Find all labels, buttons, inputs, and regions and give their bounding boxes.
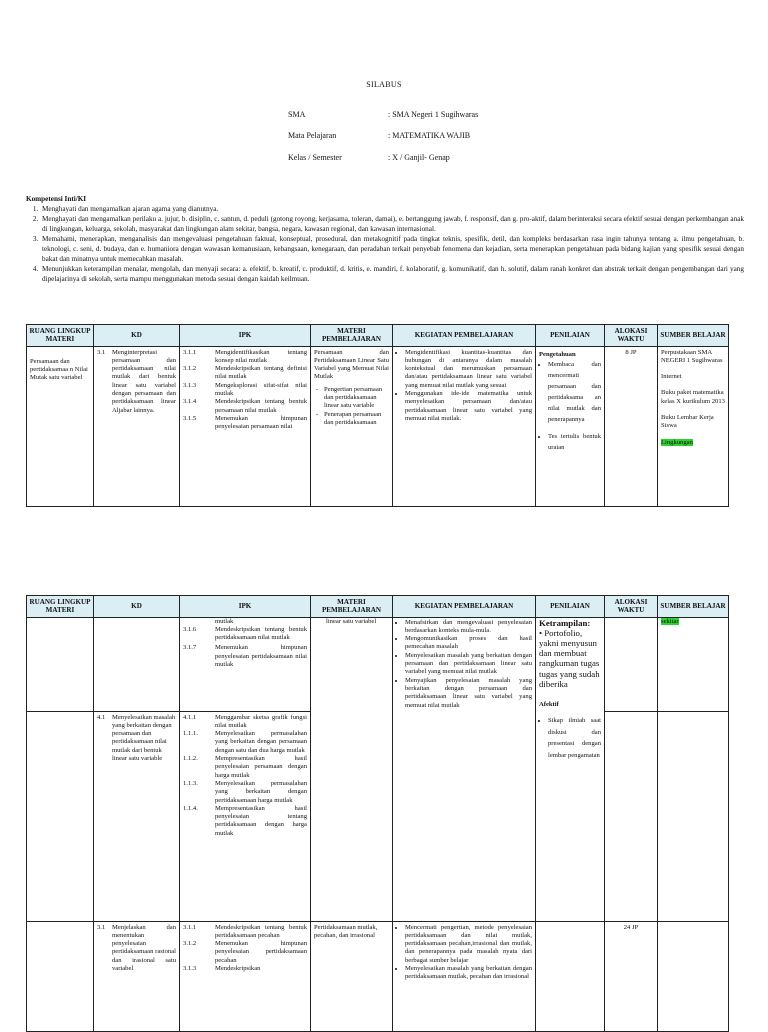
kegiatan-item: • Menyajikan penyelesaian masalah yang berkaitan dengan persamaan dan pertidaksamaan linear satu variabel yang memuat nilai mutlak <box>405 677 532 710</box>
cell-kd <box>94 346 180 506</box>
table-header-row <box>27 325 729 347</box>
ipk-number: 3.1.5 <box>183 414 197 422</box>
penilaian-heading: Pengetahuan <box>539 350 576 358</box>
ipk-list <box>183 924 307 974</box>
afektif-heading: Afektif <box>539 701 559 709</box>
ki-item: 4. Menunjukkan keterampilan menalar, mengolah, dan menyaji secara: a. efektif, b. kreatif, c. produktif, d. kritis, e. mandiri, f. kolaboratif, g. komunikatif, dan h. solutif, dalam ranah konkret dan abstrak terkait dengan pengembangan dari yang dipelajarinya di sekolah, serta mampu menggunakan metoda sesuai dengan kaidah keilmuan. <box>40 264 744 284</box>
sumber-highlight: Lingkungan <box>661 438 693 446</box>
afektif-item: • Sikap ilmiah saat diskusi dan presentasi dengan lembar pengamatan <box>548 715 601 761</box>
cell-ipk <box>180 711 311 921</box>
ipk-number: 3.1.4 <box>183 398 197 406</box>
ipk-list <box>183 714 307 838</box>
ki-heading: Kompetensi Inti/KI <box>26 195 87 203</box>
bullet-icon: • <box>539 627 545 638</box>
cell-ipk <box>180 617 311 711</box>
header-penilaian: PENILAIAN <box>536 325 605 347</box>
penilaian-item: • Membaca dan mencermati persamaan dan pertidaksama an nilai mutlak dan penerapannya <box>548 359 601 425</box>
header-alokasi: ALOKASI WAKTU <box>605 596 658 618</box>
ipk-text: Mendeskripsikan tentang definisi nilai mutlak <box>215 365 307 381</box>
table-row <box>27 617 729 711</box>
info-value: : SMA Negeri 1 Sugihwaras <box>388 110 479 119</box>
kegiatan-list <box>396 924 532 982</box>
header-kegiatan: KEGIATAN PEMBELAJARAN <box>393 596 536 618</box>
ruang-text: Persamaan dan pertidaksamaa n Nilai Mutak satu variabel <box>30 357 88 382</box>
header-kegiatan: KEGIATAN PEMBELAJARAN <box>393 325 536 347</box>
table-row <box>27 921 729 1031</box>
ipk-text: Mempresentasikan hasil penyelesaian persamaan dengan harga mutlak <box>215 755 307 779</box>
kd-entry <box>97 714 176 764</box>
kegiatan-list <box>396 349 532 424</box>
document-title: SILABUS <box>366 80 402 89</box>
kegiatan-item: • Mengomunikasikan proses dan hasil pemecahan masalah <box>405 635 532 652</box>
header-ipk: IPK <box>180 325 311 347</box>
ipk-number: 3.1.1 <box>183 923 197 931</box>
cell-ruang <box>27 346 94 506</box>
kd-text: Menyelesaikan masalah yang berkaitan dengan persamaan dan pertidaksamaan nilai mutlak dari bentuk linear satu variable <box>112 713 176 763</box>
ipk-list <box>183 349 307 432</box>
kegiatan-item: • Menggunakan ide-ide matematika untuk menyelesaikan persamaan dan/atau pertidaksamaan linear satu variabel yang memuat nilai mutlak. <box>405 390 532 423</box>
header-alokasi: ALOKASI WAKTU <box>605 325 658 347</box>
kd-text: Menginterpretasi persamaan dan pertidaksamaan nilai mutlak dari bentuk linear satu variabel dengan persamaan dan pertidaksamaan linear Aljabar lainnya. <box>112 348 176 414</box>
cell-ruang <box>27 711 94 921</box>
ipk-number <box>183 618 213 626</box>
header-kd: KD <box>94 325 180 347</box>
ipk-number: 3.1.7 <box>183 644 197 652</box>
cell-ruang <box>27 617 94 711</box>
table-header-row <box>27 596 729 618</box>
cell-kegiatan <box>393 921 536 1031</box>
ipk-number: 3.1.3 <box>183 965 197 973</box>
cell-kegiatan <box>393 346 536 506</box>
ipk-text: Mempresentasikan hasil penyelesaian tentang pertidaksamaan dengan harga mutlak <box>215 804 307 837</box>
ipk-text: Mengidentifikasikan tentang konsep nilai mutlak <box>215 348 307 364</box>
header-penilaian: PENILAIAN <box>536 596 605 618</box>
info-label: SMA <box>288 110 306 119</box>
materi-item: - Pengertian persamaan dan pertidaksamaan linear satu variable <box>324 386 389 411</box>
info-value: : MATEMATIKA WAJIB <box>388 131 471 140</box>
kegiatan-item: • Menafsirkan dan mengevaluasi penyelesaian berdasarkan konteks mula-mula. <box>405 619 532 636</box>
header-ipk: IPK <box>180 596 311 618</box>
ipk-number: 3.1.1 <box>183 348 197 356</box>
cell-penilaian <box>536 921 605 1031</box>
kegiatan-list <box>396 619 532 710</box>
cell-materi <box>311 921 393 1031</box>
ipk-number: 1.1.2. <box>183 755 198 763</box>
kd-text: Menjelaskan dan menentukan penyelesaian pertidaksamaan rasional dan irasional satu variabel <box>112 923 176 973</box>
penilaian-after: tugas yang sudah diberika <box>539 668 600 689</box>
ipk-text: Menemukan himpunan penyelesaian pertidaksamaan pecahan <box>215 940 307 964</box>
kd-entry <box>97 924 176 974</box>
kegiatan-item: • Menyelesaikan masalah yang berkaitan dengan persamaan dan pertidaksamaan linear satu variabel yang memuat nilai mutlak <box>405 652 532 677</box>
cell-ruang <box>27 921 94 1031</box>
ipk-text: Menggambar sketsa grafik fungsi nilai mutlak <box>215 713 307 729</box>
header-ruang: RUANG LINGKUP MATERI <box>27 596 94 618</box>
syllabus-table-2 <box>26 595 729 1032</box>
ipk-number: 3.1.3 <box>183 381 197 389</box>
ipk-text: Mengeksplorasi sifat-sifat nilai mutlak <box>215 381 307 398</box>
ipk-number: 4.1.1 <box>183 713 197 721</box>
kegiatan-item: • Mencermati pengertian, metode penyelesaian pertidaksamaan dan nilai mutlak, pertidaksamaan pecahan,irrasional dan mutlak, dan penerapannya pada masalah nyata dari berbagai sumber belajar <box>405 924 532 965</box>
cell-materi <box>311 346 393 506</box>
materi-text: linear satu variabel <box>326 617 377 625</box>
sumber-highlight: sekitar <box>661 617 679 625</box>
ipk-text: Menemukan himpunan penyelesaian persamaan nilai <box>215 414 307 431</box>
ipk-number: 3.1.2 <box>183 940 197 948</box>
materi-item: - Penerapan persamaan dan pertidaksamaan <box>324 411 389 428</box>
ki-item: 3. Memahami, menerapkan, menganalisis dan mengevaluasi pengetahuan faktual, konseptual, prosedural, dan metakognitif pada tingkat teknis, spesifik, detil, dan kompleks berdasarkan rasa ingin tahunya tentang a. ilmu pengetahuan, b. teknologi, c. seni, d. budaya, dan e. humaniora dengan wawasan kemanusiaan, kebangsaan, kenegaraan, dan peradaban terkait penyebab fenomena dan kejadian, serta menerapkan pengetahuan pada bidang kajian yang spesifik sesuai dengan bakat dan minatnya untuk memecahkan masalah. <box>40 234 744 264</box>
materi-text: Pertidaksamaan mutlak, pecahan, dan irrasional <box>314 923 378 939</box>
ipk-text: Menyelesaikan permasalahan yang berkaitan dengan persamaan dengan satu dan dua harga mutlak <box>215 730 307 754</box>
header-kd: KD <box>94 596 180 618</box>
materi-list <box>314 386 389 427</box>
header-sumber: SUMBER BELAJAR <box>658 325 729 347</box>
materi-intro: Persamaan dan Pertidaksamaan Linear Satu Variabel yang Memuat Nilai Mutlak <box>314 348 389 381</box>
table-row <box>27 346 729 506</box>
cell-sumber <box>658 711 729 921</box>
cell-alokasi <box>605 617 658 711</box>
cell-ipk <box>180 346 311 506</box>
cell-kd <box>94 617 180 711</box>
cell-alokasi <box>605 711 658 921</box>
afektif-list <box>539 715 601 761</box>
info-value: : X / Ganjil- Genap <box>388 153 450 162</box>
ipk-number: 1.1.4. <box>183 804 198 812</box>
ki-section <box>26 194 744 284</box>
penilaian-portofolio: Portofolio, yakni menyusun dan membuat rangkuman tugas <box>539 627 600 669</box>
ipk-number: 1.1.3. <box>183 779 198 787</box>
cell-penilaian <box>536 346 605 506</box>
ki-item: 1. Menghayati dan mengamalkan ajaran agama yang dianutnya. <box>40 204 744 214</box>
ipk-number: 3.1.2 <box>183 365 197 373</box>
ipk-number: 3.1.6 <box>183 625 197 633</box>
kd-entry <box>97 349 176 415</box>
cell-kd <box>94 921 180 1031</box>
cell-sumber <box>658 921 729 1031</box>
ki-list <box>26 204 744 284</box>
cell-kegiatan <box>393 617 536 921</box>
alokasi-text: 8 JP <box>625 348 637 356</box>
cell-sumber <box>658 617 729 711</box>
cell-kd <box>94 711 180 921</box>
sumber-item: Perpustakaan SMA NEGERI 1 Sugihwaras <box>661 348 723 364</box>
penilaian-item: • Tes tertulis bentuk uraian <box>548 431 601 453</box>
cell-materi <box>311 617 393 921</box>
info-label: Kelas / Semester <box>288 153 342 162</box>
ipk-list <box>183 618 307 670</box>
ipk-text: Mendeskripsikan tentang bentuk pertidaksamaan pecahan <box>215 923 307 939</box>
header-materi: MATERI PEMBELAJARAN <box>311 596 393 618</box>
header-ruang: RUANG LINGKUP MATERI <box>27 325 94 347</box>
info-label: Mata Pelajaran <box>288 131 337 140</box>
ipk-text: Menyelesaikan permasalahan yang berkaitan dengan pertidaksamaan harga mutlak <box>215 779 307 804</box>
sumber-item: Buku paket matematika kelas X kurikulum 2013 <box>661 389 725 405</box>
ipk-text: Mendeskripsikan tentang bentuk pertidaksamaan nilai mutlak <box>215 625 307 642</box>
ipk-text: Mendeskripsikan tentang bentuk persamaan nilai mutlak <box>215 398 307 414</box>
penilaian-list <box>539 359 601 453</box>
kegiatan-item: • Menyelesaikan masalah yang berkaitan dengan pertidaksamaan mutlak, pecahan dan irrasional <box>405 965 532 982</box>
cell-sumber <box>658 346 729 506</box>
sumber-item: Internet <box>661 373 682 381</box>
ki-item: 2. Menghayati dan mengamalkan perilaku a. jujur, b. disiplin, c. santun, d. peduli (gotong royong, kerjasama, toleran, damai), e. bertanggung jawab, f. responsif, dan g. pro-aktif, dalam berinteraksi secara efektif sesuai dengan perkembangan anak di lingkungan, keluarga, sekolah, masyarakat dan lingkungan alam sekitar, bangsa, negara, kawasan regional, dan kawasan internasional. <box>40 214 744 234</box>
kd-number: 3.1 <box>97 348 106 356</box>
kegiatan-item: • Mengidentifikasi kuantitas-kuantitas dan hubungan di antaranya dalam masalah kontekstual dan merumuskan persamaan dan/atau pertidaksamaan linear satu variabel yang memuat nilai mutlak yang sesuai <box>405 349 532 390</box>
ipk-text: Menemukan himpunan penyelesaian pertidaksamaan nilai mutlak <box>215 644 307 669</box>
kd-number: 3.1 <box>97 923 106 931</box>
kd-number: 4.1 <box>97 713 106 721</box>
cell-alokasi <box>605 346 658 506</box>
ipk-text: mutlak <box>215 617 234 625</box>
cell-alokasi <box>605 921 658 1031</box>
ipk-number: 1.1.1. <box>183 730 198 738</box>
alokasi-text: 24 JP <box>623 923 639 931</box>
header-sumber: SUMBER BELAJAR <box>658 596 729 618</box>
cell-ipk <box>180 921 311 1031</box>
penilaian-text <box>539 628 601 669</box>
sumber-item: Buku Lembar Kerja Siswa <box>661 414 714 430</box>
penilaian-heading: Ketrampilan: <box>539 617 591 628</box>
cell-penilaian <box>536 617 605 921</box>
header-materi: MATERI PEMBELAJARAN <box>311 325 393 347</box>
syllabus-table-1 <box>26 324 729 507</box>
ipk-text: Mendeskripsikan <box>215 965 261 973</box>
